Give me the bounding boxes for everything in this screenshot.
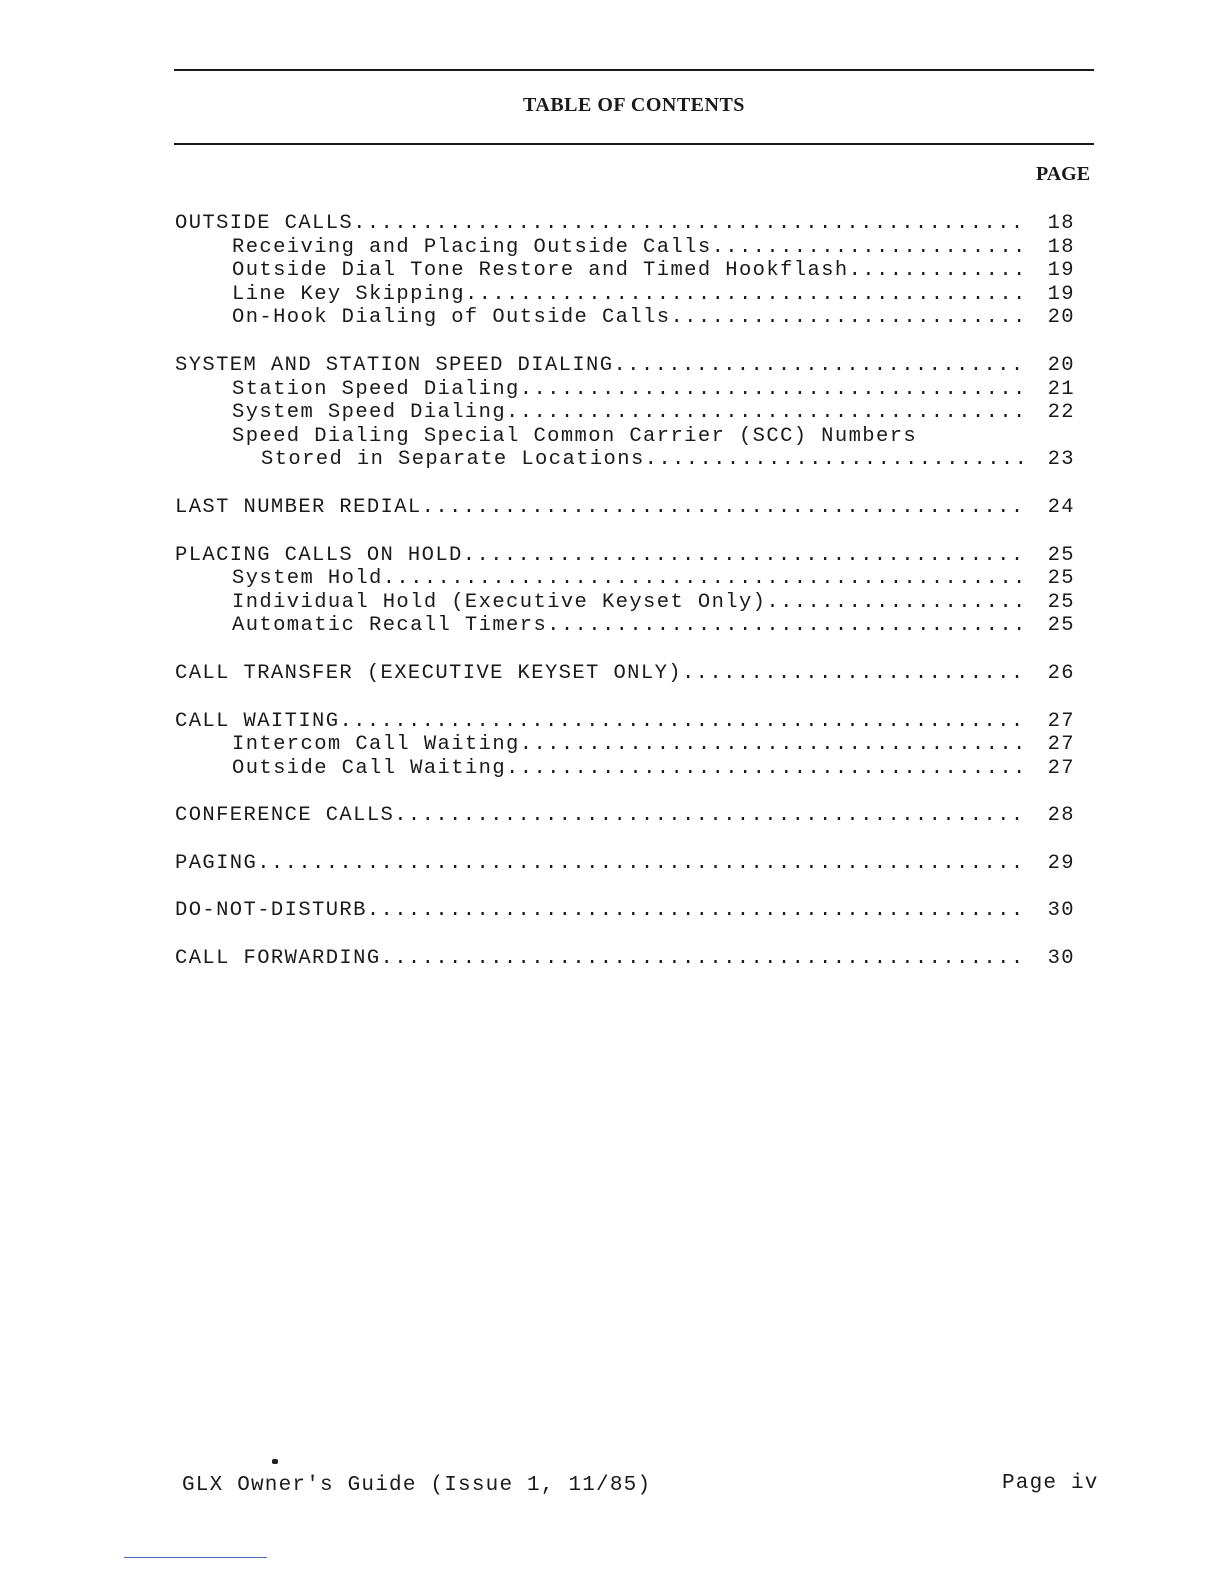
dot-leader [670,306,1025,330]
dot-leader [506,757,1025,781]
toc-entry [175,733,1075,757]
toc-section [175,354,1075,472]
toc-entry-page-number: 22 [1047,401,1075,425]
toc-entry-page-number: 25 [1047,567,1075,591]
toc-section-heading-page-number: 18 [1047,212,1075,235]
toc-entry-page-number: 18 [1047,235,1075,259]
toc-entry-page-number: 25 [1047,590,1075,614]
toc-entry-text: System Speed Dialing [232,401,507,425]
toc-entry-text: Individual Hold (Executive Keyset Only) [232,590,767,614]
toc-entry-text: Intercom Call Waiting [232,733,520,757]
dot-leader [422,496,1025,520]
toc-entry [175,306,1075,330]
toc-section [175,212,1075,330]
toc-entry-text: Receiving and Placing Outside Calls [232,235,712,259]
dot-leader [381,947,1025,971]
toc-entry-text: Automatic Recall Timers [232,614,548,638]
toc-entry [175,236,1075,260]
toc-section [175,899,1075,923]
toc-entry-continuation-page-number: 23 [1047,448,1075,472]
dot-leader [849,259,1025,283]
toc-entry [175,757,1075,781]
toc-section [175,496,1075,520]
dot-leader [766,591,1025,615]
page-column-header: PAGE [1036,163,1091,185]
toc-entry-text: Station Speed Dialing [232,377,520,401]
toc-section [175,804,1075,828]
toc-section [175,852,1075,876]
dot-leader [506,401,1025,425]
table-of-contents [175,212,1075,995]
toc-entry [175,378,1075,402]
toc-entry [175,401,1075,425]
toc-section-heading-text: OUTSIDE CALLS [175,212,354,235]
toc-entry-page-number: 27 [1047,733,1075,757]
toc-entry-page-number: 27 [1047,756,1075,780]
toc-section-heading [175,899,1075,923]
toc-section-heading [175,804,1075,828]
dot-leader [645,448,1025,472]
toc-entry-page-number: 19 [1047,282,1075,306]
title-underline-rule [174,143,1094,145]
toc-section-heading [175,710,1075,734]
toc-section-heading-page-number: 20 [1047,353,1075,377]
toc-entry-continuation [175,448,1075,472]
toc-section [175,947,1075,971]
toc-entry-page-number: 19 [1047,259,1075,283]
toc-entry [175,425,1075,449]
dot-leader [547,614,1025,638]
toc-section-heading-page-number: 28 [1047,804,1075,828]
dot-leader [353,212,1025,236]
footer-page-number: Page iv [1002,1472,1099,1495]
dot-leader [257,852,1025,876]
dot-leader [520,378,1025,402]
toc-section-heading [175,354,1075,378]
toc-section-heading-page-number: 27 [1047,709,1075,733]
toc-entry-page-number: 20 [1047,306,1075,330]
page-title: TABLE OF CONTENTS [523,94,745,116]
toc-section-heading-text: SYSTEM AND STATION SPEED DIALING [175,353,614,377]
dot-leader [463,544,1025,568]
dot-leader [682,662,1025,686]
dot-leader [712,236,1025,260]
footer-document-title: GLX Owner's Guide (Issue 1, 11/85) [182,1474,652,1497]
toc-section-heading-text: PAGING [175,851,258,875]
toc-entry [175,259,1075,283]
toc-section [175,662,1075,686]
toc-entry [175,567,1075,591]
toc-entry [175,283,1075,307]
toc-entry-text: Outside Dial Tone Restore and Timed Hookflash [232,259,849,283]
toc-section-heading-text: CALL TRANSFER (EXECUTIVE KEYSET ONLY) [175,661,682,685]
toc-section-heading-text: PLACING CALLS ON HOLD [175,543,463,567]
dot-leader [339,710,1025,734]
toc-section-heading-page-number: 24 [1047,495,1075,519]
toc-entry-text: Speed Dialing Special Common Carrier (SCC) Numbers [232,424,918,448]
toc-section [175,710,1075,781]
toc-section-heading-text: CALL WAITING [175,709,340,733]
dot-leader [394,804,1025,828]
top-rule [174,69,1094,71]
toc-entry [175,591,1075,615]
toc-section-heading-text: LAST NUMBER REDIAL [175,495,422,519]
dot-leader [383,567,1025,591]
toc-section-heading-text: DO-NOT-DISTURB [175,899,367,923]
dot-leader [367,899,1025,923]
toc-section-heading [175,662,1075,686]
toc-section [175,544,1075,638]
toc-entry-text: Outside Call Waiting [232,756,507,780]
toc-section-heading [175,544,1075,568]
toc-section-heading-page-number: 26 [1047,661,1075,685]
toc-section-heading-page-number: 25 [1047,543,1075,567]
toc-entry-page-number: 21 [1047,377,1075,401]
toc-section-heading-text: CALL FORWARDING [175,947,381,971]
bottom-edge-line [124,1557,267,1558]
dot-leader [520,733,1025,757]
toc-entry-page-number: 25 [1047,614,1075,638]
toc-section-heading [175,947,1075,971]
dot-leader [613,354,1025,378]
dot-leader [465,283,1025,307]
toc-section-heading-page-number: 30 [1047,899,1075,923]
toc-section-heading [175,496,1075,520]
toc-section-heading-page-number: 29 [1047,851,1075,875]
toc-section-heading-page-number: 30 [1047,947,1075,971]
toc-section-heading [175,212,1075,236]
toc-entry-continuation-text: Stored in Separate Locations [261,448,645,472]
toc-section-heading [175,852,1075,876]
toc-entry-text: System Hold [232,567,383,591]
toc-entry [175,614,1075,638]
toc-section-heading-text: CONFERENCE CALLS [175,804,395,828]
toc-entry-text: On-Hook Dialing of Outside Calls [232,306,671,330]
ink-mark [272,1459,278,1464]
toc-entry-text: Line Key Skipping [232,282,465,306]
